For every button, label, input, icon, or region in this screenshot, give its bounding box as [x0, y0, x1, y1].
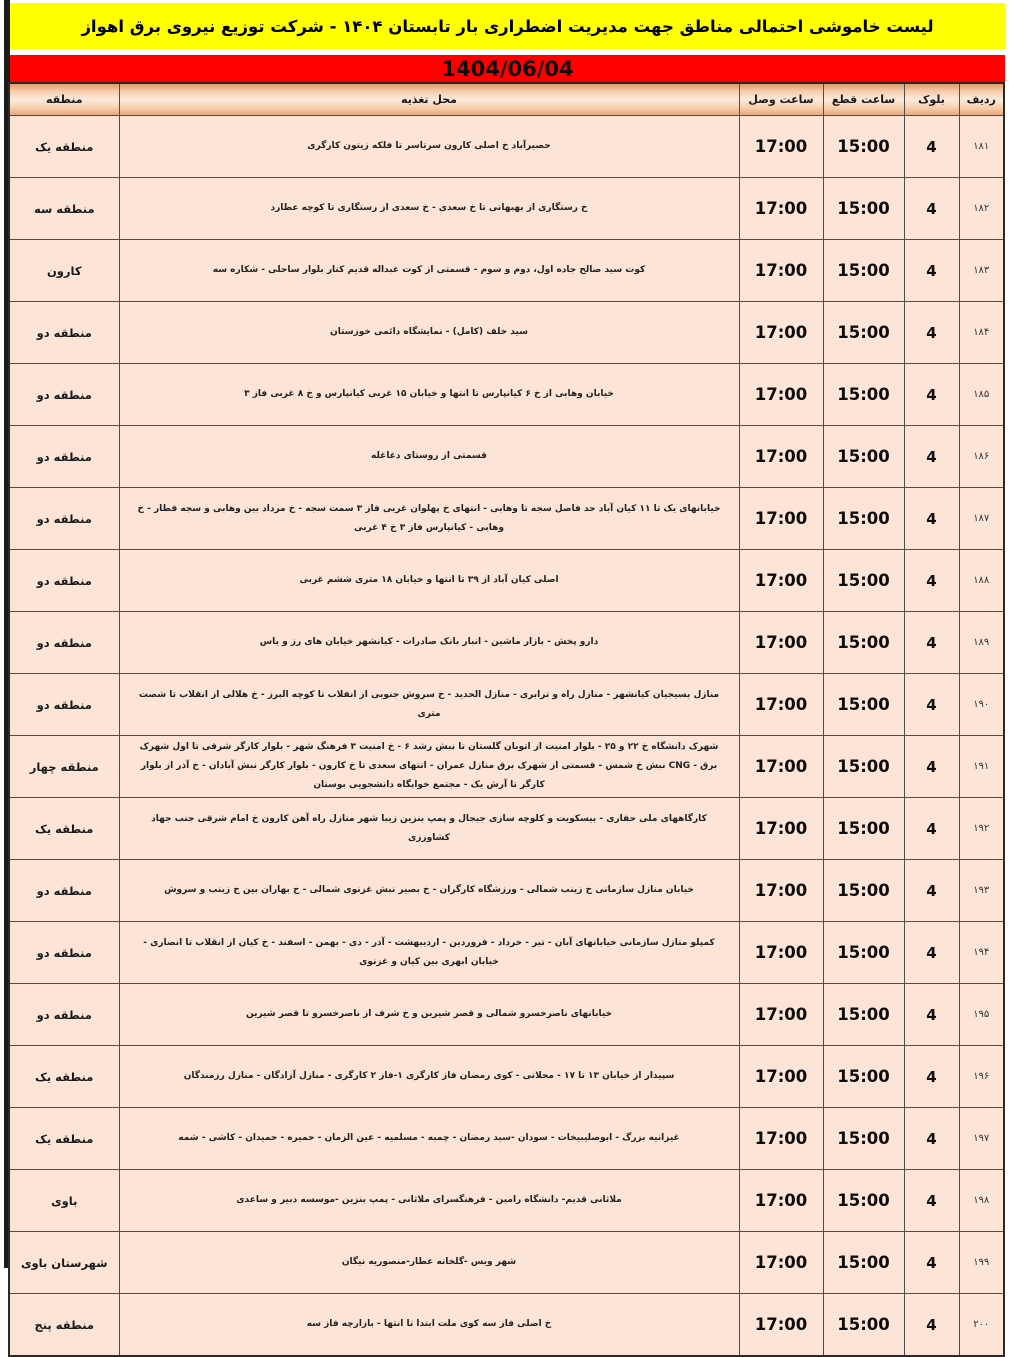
cut-time-cell: 15:00 — [823, 922, 904, 984]
date-banner: 1404/06/04 — [10, 55, 1005, 82]
region-cell: منطقه دو — [9, 860, 119, 922]
table-row — [9, 922, 1004, 984]
region-cell: منطقه یک — [9, 1108, 119, 1170]
region-cell: منطقه دو — [9, 364, 119, 426]
restore-time-cell: 17:00 — [739, 922, 823, 984]
restore-time-cell: 17:00 — [739, 302, 823, 364]
feed-location-cell: سید خلف (کامل) - نمایشگاه دائمی خوزستان — [119, 302, 739, 364]
region-cell: باوی — [9, 1170, 119, 1232]
column-header-restore-time: ساعت وصل — [739, 83, 823, 116]
block-cell: 4 — [904, 116, 959, 178]
block-cell: 4 — [904, 1108, 959, 1170]
feed-location-cell: کوت سید صالح جاده اول، دوم و سوم - قسمتی از کوت عبداله قدیم کنار بلوار ساحلی - شکاره سه — [119, 240, 739, 302]
region-cell: منطقه سه — [9, 178, 119, 240]
cut-time-cell: 15:00 — [823, 178, 904, 240]
cut-time-cell: 15:00 — [823, 302, 904, 364]
block-cell: 4 — [904, 178, 959, 240]
row-number-cell: ۱۹۵ — [959, 984, 1004, 1046]
cut-time-cell: 15:00 — [823, 798, 904, 860]
region-cell: منطقه دو — [9, 488, 119, 550]
cut-time-cell: 15:00 — [823, 612, 904, 674]
cut-time-cell: 15:00 — [823, 1294, 904, 1357]
region-cell: منطقه دو — [9, 984, 119, 1046]
table-row — [9, 674, 1004, 736]
block-cell: 4 — [904, 1046, 959, 1108]
row-number-cell: ۱۸۶ — [959, 426, 1004, 488]
region-cell: کارون — [9, 240, 119, 302]
restore-time-cell: 17:00 — [739, 364, 823, 426]
region-cell: منطقه دو — [9, 612, 119, 674]
block-cell: 4 — [904, 426, 959, 488]
restore-time-cell: 17:00 — [739, 178, 823, 240]
region-cell: منطقه پنج — [9, 1294, 119, 1357]
feed-location-cell: خیابان منازل سازمانی خ زینب شمالی - ورزشگاه کارگران - خ بصیر نبش غزنوی شمالی - خ بهاران بین خ زینب و سروش — [119, 860, 739, 922]
table-row — [9, 550, 1004, 612]
table-row — [9, 736, 1004, 798]
row-number-cell: ۱۹۳ — [959, 860, 1004, 922]
schedule-table-body — [9, 116, 1004, 1357]
restore-time-cell: 17:00 — [739, 984, 823, 1046]
row-number-cell: ۱۸۴ — [959, 302, 1004, 364]
restore-time-cell: 17:00 — [739, 240, 823, 302]
cut-time-cell: 15:00 — [823, 550, 904, 612]
row-number-cell: ۱۹۷ — [959, 1108, 1004, 1170]
table-row — [9, 1046, 1004, 1108]
feed-location-cell: غیزانیه بزرگ - ابوصلیبیخات - سودان -سید رمضان - چمبه - مسلمیه - عین الزمان - حمیره - حمیدان - کاشی - شمه — [119, 1108, 739, 1170]
cut-time-cell: 15:00 — [823, 860, 904, 922]
feed-location-cell: شهر ویس -گلخانه عطار-منصوریه نیگان — [119, 1232, 739, 1294]
block-cell: 4 — [904, 1294, 959, 1357]
table-row — [9, 364, 1004, 426]
feed-location-cell: حصیرآباد خ اصلی کارون سرتاسر تا فلکه زیتون کارگری — [119, 116, 739, 178]
row-number-cell: ۱۸۳ — [959, 240, 1004, 302]
feed-location-cell: سپیدار از خیابان ۱۳ تا ۱۷ - محلاتی - کوی رمضان فاز کارگری ۱-فاز ۲ کارگری - منازل آزادگان - منازل رزمندگان — [119, 1046, 739, 1108]
feed-location-cell: قسمتی از روستای دغاغله — [119, 426, 739, 488]
block-cell: 4 — [904, 984, 959, 1046]
feed-location-cell: اصلی کیان آباد از ۳۹ تا انتها و خیابان ۱۸ متری ششم غربی — [119, 550, 739, 612]
row-number-cell: ۱۹۲ — [959, 798, 1004, 860]
cut-time-cell: 15:00 — [823, 1108, 904, 1170]
cut-time-cell: 15:00 — [823, 1170, 904, 1232]
column-header-region: منطقه — [9, 83, 119, 116]
restore-time-cell: 17:00 — [739, 1294, 823, 1357]
table-row — [9, 1170, 1004, 1232]
region-cell: منطقه دو — [9, 550, 119, 612]
row-number-cell: ۱۹۰ — [959, 674, 1004, 736]
restore-time-cell: 17:00 — [739, 550, 823, 612]
row-number-cell: ۱۸۱ — [959, 116, 1004, 178]
column-header-block: بلوک — [904, 83, 959, 116]
cut-time-cell: 15:00 — [823, 984, 904, 1046]
cut-time-cell: 15:00 — [823, 116, 904, 178]
report-title: لیست خاموشی احتمالی مناطق جهت مدیریت اضطراری بار تابستان ۱۴۰۴ - شرکت توزیع نیروی برق اهواز — [10, 3, 1005, 49]
feed-location-cell: خیابانهای یک تا ۱۱ کیان آباد حد فاصل سجه تا وهابی - انتهای خ پهلوان غربی فاز ۳ سمت سجه - خ مرداد بین وهابی و سجه قطار - خ وهابی - کیانپارس فاز ۳ خ ۴ غربی — [119, 488, 739, 550]
block-cell: 4 — [904, 612, 959, 674]
block-cell: 4 — [904, 240, 959, 302]
outage-table — [8, 82, 1005, 1357]
feed-location-cell: کمپلو منازل سازمانی خیابانهای آبان - تیر - خرداد - فروردین - اردیبهشت - آذر - دی - بهمن - اسفند - خ کیان از انقلاب تا انصاری - خیابان ابهری بین کیان و غزنوی — [119, 922, 739, 984]
row-number-cell: ۱۹۹ — [959, 1232, 1004, 1294]
column-header-cut-time: ساعت قطع — [823, 83, 904, 116]
region-cell: منطقه یک — [9, 1046, 119, 1108]
table-row — [9, 612, 1004, 674]
table-row — [9, 860, 1004, 922]
region-cell: شهرستان باوی — [9, 1232, 119, 1294]
table-row — [9, 178, 1004, 240]
restore-time-cell: 17:00 — [739, 426, 823, 488]
restore-time-cell: 17:00 — [739, 488, 823, 550]
table-row — [9, 984, 1004, 1046]
table-row — [9, 488, 1004, 550]
column-header-row-number: ردیف — [959, 83, 1004, 116]
block-cell: 4 — [904, 364, 959, 426]
cut-time-cell: 15:00 — [823, 674, 904, 736]
row-number-cell: ۱۹۴ — [959, 922, 1004, 984]
cut-time-cell: 15:00 — [823, 426, 904, 488]
table-row — [9, 240, 1004, 302]
restore-time-cell: 17:00 — [739, 674, 823, 736]
table-row — [9, 302, 1004, 364]
column-header-row — [9, 83, 1004, 116]
feed-location-cell: شهرک دانشگاه خ ۲۲ و ۲۵ - بلوار امنیت از اتوبان گلستان تا نبش رشد ۶ - خ امنیت ۳ فرهنگ شهر - بلوار کارگر شرقی تا اول شهرک برق - CNG نبش خ شمس - قسمتی از شهرک برق منازل عمران - انتهای سعدی تا خ کارون - بلوار کارگر نبش آبادان - خ آذر از بلوار کارگر تا آرش یک - مجتمع خوابگاه دانشجویی بوستان — [119, 736, 739, 798]
feed-location-cell: خ اصلی فاز سه کوی ملت ابتدا تا انتها - بازارچه فاز سه — [119, 1294, 739, 1357]
row-number-cell: ۱۹۱ — [959, 736, 1004, 798]
block-cell: 4 — [904, 550, 959, 612]
table-row — [9, 1232, 1004, 1294]
restore-time-cell: 17:00 — [739, 1232, 823, 1294]
restore-time-cell: 17:00 — [739, 1108, 823, 1170]
block-cell: 4 — [904, 860, 959, 922]
region-cell: منطقه دو — [9, 922, 119, 984]
table-row — [9, 116, 1004, 178]
row-number-cell: ۱۸۲ — [959, 178, 1004, 240]
outage-schedule-page — [10, 3, 1005, 1357]
region-cell: منطقه یک — [9, 116, 119, 178]
row-number-cell: ۲۰۰ — [959, 1294, 1004, 1357]
feed-location-cell: منازل بسیجیان کیانشهر - منازل راه و ترابری - منازل الحدید - خ سروش جنوبی از انقلاب تا کوچه البرز - خ هلالی از انقلاب تا شصت متری — [119, 674, 739, 736]
row-number-cell: ۱۸۹ — [959, 612, 1004, 674]
region-cell: منطقه دو — [9, 674, 119, 736]
restore-time-cell: 17:00 — [739, 860, 823, 922]
row-number-cell: ۱۸۵ — [959, 364, 1004, 426]
feed-location-cell: خ رستگاری از بهبهانی تا خ سعدی - خ سعدی از رستگاری تا کوچه عطارد — [119, 178, 739, 240]
region-cell: منطقه دو — [9, 302, 119, 364]
restore-time-cell: 17:00 — [739, 798, 823, 860]
feed-location-cell: خیابان وهابی از خ ۶ کیانپارس تا انتها و خیابان ۱۵ غربی کیانپارس و خ ۸ غربی فاز ۳ — [119, 364, 739, 426]
region-cell: منطقه یک — [9, 798, 119, 860]
table-row — [9, 1108, 1004, 1170]
block-cell: 4 — [904, 302, 959, 364]
row-number-cell: ۱۹۶ — [959, 1046, 1004, 1108]
cut-time-cell: 15:00 — [823, 1232, 904, 1294]
restore-time-cell: 17:00 — [739, 736, 823, 798]
table-row — [9, 1294, 1004, 1357]
restore-time-cell: 17:00 — [739, 1046, 823, 1108]
restore-time-cell: 17:00 — [739, 116, 823, 178]
block-cell: 4 — [904, 798, 959, 860]
block-cell: 4 — [904, 488, 959, 550]
table-row — [9, 426, 1004, 488]
block-cell: 4 — [904, 922, 959, 984]
feed-location-cell: کارگاههای ملی حفاری - بیسکویت و کلوچه سازی جیجال و پمپ بنزین زیبا شهر منازل راه آهن کارون خ امام شرقی جنب جهاد کشاورزی — [119, 798, 739, 860]
feed-location-cell: دارو پخش - بازار ماشین - انبار بانک صادرات - کیانشهر خیابان های رز و یاس — [119, 612, 739, 674]
cut-time-cell: 15:00 — [823, 240, 904, 302]
column-header-feed-location: محل تغذیه — [119, 83, 739, 116]
block-cell: 4 — [904, 736, 959, 798]
region-cell: منطقه چهار — [9, 736, 119, 798]
cut-time-cell: 15:00 — [823, 1046, 904, 1108]
block-cell: 4 — [904, 1170, 959, 1232]
table-row — [9, 798, 1004, 860]
feed-location-cell: ملاثانی قدیم- دانشگاه رامین - فرهنگسرای ملاثانی - پمپ بنزین -موسسه دبیر و ساعدی — [119, 1170, 739, 1232]
row-number-cell: ۱۸۸ — [959, 550, 1004, 612]
cut-time-cell: 15:00 — [823, 364, 904, 426]
row-number-cell: ۱۸۷ — [959, 488, 1004, 550]
region-cell: منطقه دو — [9, 426, 119, 488]
cut-time-cell: 15:00 — [823, 736, 904, 798]
row-number-cell: ۱۹۸ — [959, 1170, 1004, 1232]
restore-time-cell: 17:00 — [739, 612, 823, 674]
block-cell: 4 — [904, 1232, 959, 1294]
cut-time-cell: 15:00 — [823, 488, 904, 550]
feed-location-cell: خیابانهای ناصرخسرو شمالی و قصر شیرین و خ شرف از ناصرخسرو تا قصر شیرین — [119, 984, 739, 1046]
block-cell: 4 — [904, 674, 959, 736]
restore-time-cell: 17:00 — [739, 1170, 823, 1232]
